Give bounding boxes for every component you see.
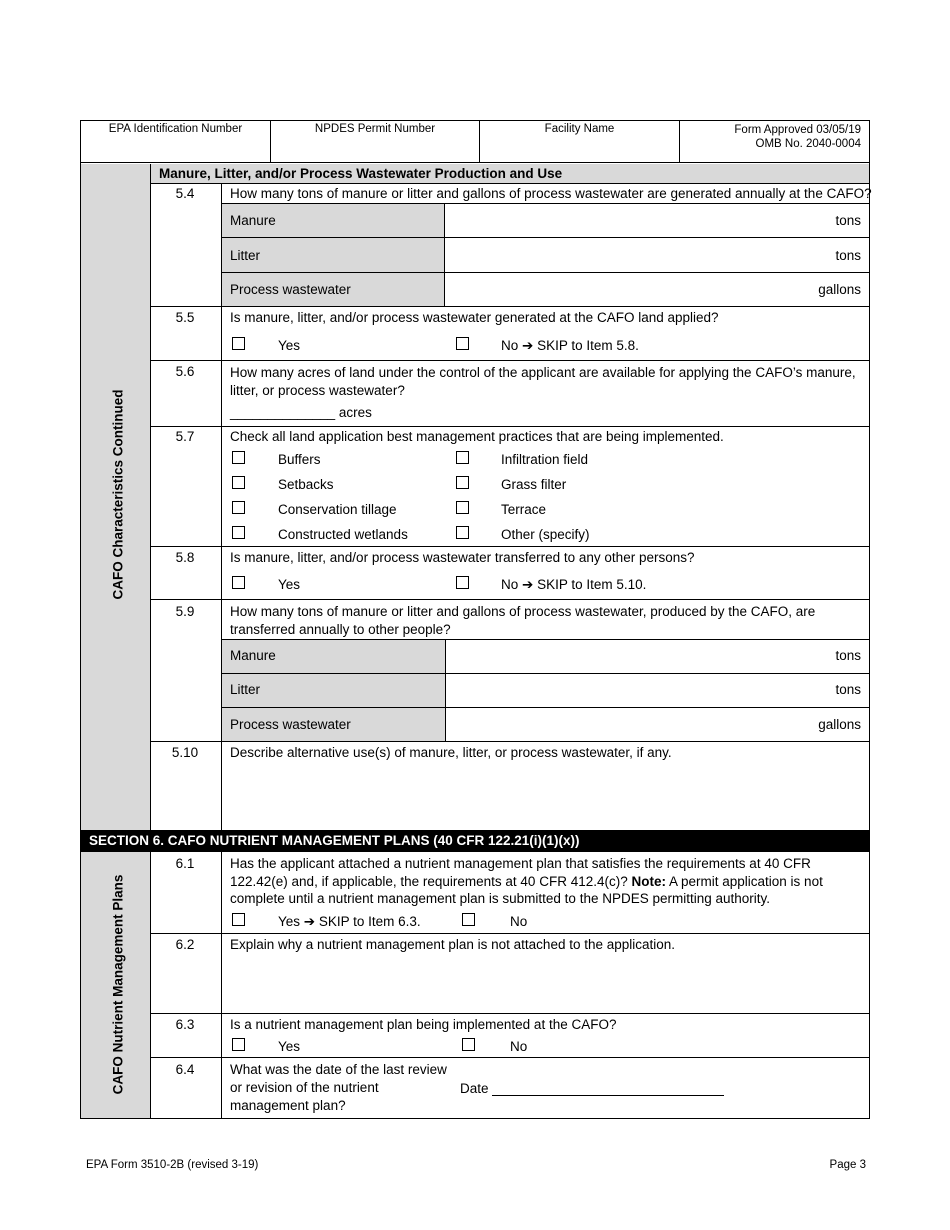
q58-number: 5.8 — [175, 550, 195, 565]
q59-litter-unit: tons — [835, 682, 861, 697]
bmp-grass-filter-label: Grass filter — [501, 477, 567, 492]
section6-title: SECTION 6. CAFO NUTRIENT MANAGEMENT PLANS (40 CFR 122.21(i)(1)(x)) — [89, 833, 580, 848]
bmp-tillage-label: Conservation tillage — [278, 502, 397, 517]
q64-date-input[interactable] — [492, 1082, 724, 1096]
q64-line1: What was the date of the last review — [230, 1062, 447, 1077]
q56-acres-input[interactable]: ______________ acres — [230, 405, 372, 420]
q59-text: How many tons of manure or litter and gallons of process wastewater, produced by the CAFO, are transferred annually to other people? — [230, 604, 816, 637]
bmp-buffers-label: Buffers — [278, 452, 321, 467]
q54-wastewater-input[interactable] — [445, 273, 869, 306]
npdes-permit-field[interactable]: NPDES Permit Number — [271, 121, 480, 162]
q62-answer-area[interactable] — [222, 957, 869, 1012]
bmp-setbacks-checkbox[interactable] — [232, 476, 245, 489]
q59-litter-label: Litter — [230, 682, 261, 697]
q54-manure-input[interactable] — [445, 204, 869, 237]
bmp-grass-filter-checkbox[interactable] — [456, 476, 469, 489]
q63-number: 6.3 — [175, 1017, 195, 1032]
q59-manure-unit: tons — [835, 648, 861, 663]
q56-number: 5.6 — [175, 364, 195, 379]
q55-no-checkbox[interactable] — [456, 337, 469, 350]
bmp-other-label: Other (specify) — [501, 527, 590, 542]
bmp-wetlands-checkbox[interactable] — [232, 526, 245, 539]
q59-wastewater-label: Process wastewater — [230, 717, 351, 732]
bmp-other-checkbox[interactable] — [456, 526, 469, 539]
q62-number: 6.2 — [175, 937, 195, 952]
q64-line3: management plan? — [230, 1098, 346, 1113]
q58-text: Is manure, litter, and/or process wastewater transferred to any other persons? — [230, 550, 695, 565]
q61-no-label: No — [510, 914, 528, 929]
footer-page-number: Page 3 — [829, 1159, 866, 1171]
bmp-terrace-label: Terrace — [501, 502, 547, 517]
q63-no-checkbox[interactable] — [462, 1038, 475, 1051]
q58-no-checkbox[interactable] — [456, 576, 469, 589]
bmp-tillage-checkbox[interactable] — [232, 501, 245, 514]
form-approved: Form Approved 03/05/19 OMB No. 2040-0004 — [734, 124, 861, 150]
bmp-terrace-checkbox[interactable] — [456, 501, 469, 514]
q61-text: Has the applicant attached a nutrient management plan that satisfies the requirements at 40 CFR 122.42(e) and, if applicable, the requirements at 40 CFR 412.4(c)? Note: A permit application is not complete until a nutrient management plan is submitted to the NPDES permitting authority. — [230, 856, 823, 906]
q54-litter-input[interactable] — [445, 238, 869, 272]
section6-side-label: CAFO Nutrient Management Plans — [110, 874, 126, 1095]
q55-yes-label: Yes — [278, 338, 301, 353]
q54-text: How many tons of manure or litter and gallons of process wastewater are generated annually at the CAFO? — [230, 186, 872, 201]
q64-number: 6.4 — [175, 1062, 195, 1077]
q63-yes-label: Yes — [278, 1039, 301, 1054]
q55-yes-checkbox[interactable] — [232, 337, 245, 350]
q59-manure-input[interactable] — [446, 640, 869, 673]
q58-yes-label: Yes — [278, 577, 301, 592]
bmp-infiltration-label: Infiltration field — [501, 452, 589, 467]
q63-no-label: No — [510, 1039, 528, 1054]
q58-no-label: No ➔ SKIP to Item 5.10. — [501, 577, 647, 592]
q59-manure-label: Manure — [230, 648, 276, 663]
facility-name-field[interactable]: Facility Name — [480, 121, 680, 162]
q57-number: 5.7 — [175, 429, 195, 444]
q54-manure-unit: tons — [835, 213, 861, 228]
q57-text: Check all land application best management practices that are being implemented. — [230, 429, 724, 444]
q510-text: Describe alternative use(s) of manure, litter, or process wastewater, if any. — [230, 745, 672, 760]
q58-yes-checkbox[interactable] — [232, 576, 245, 589]
q55-no-label: No ➔ SKIP to Item 5.8. — [501, 338, 639, 353]
section5-subheading: Manure, Litter, and/or Process Wastewater Production and Use — [159, 166, 563, 181]
q64-line2: or revision of the nutrient — [230, 1080, 379, 1095]
q510-answer-area[interactable] — [222, 765, 869, 829]
bmp-infiltration-checkbox[interactable] — [456, 451, 469, 464]
form-header — [80, 120, 870, 163]
q54-wastewater-label: Process wastewater — [230, 282, 351, 297]
q54-manure-label: Manure — [230, 213, 276, 228]
q510-number: 5.10 — [171, 745, 199, 760]
q64-date-label: Date — [460, 1081, 489, 1096]
epa-id-field[interactable]: EPA Identification Number — [81, 121, 271, 162]
bmp-buffers-checkbox[interactable] — [232, 451, 245, 464]
q54-wastewater-unit: gallons — [818, 282, 861, 297]
q61-no-checkbox[interactable] — [462, 913, 475, 926]
q59-wastewater-input[interactable] — [446, 708, 869, 741]
q59-litter-input[interactable] — [446, 674, 869, 707]
q63-text: Is a nutrient management plan being implemented at the CAFO? — [230, 1017, 617, 1032]
q54-number: 5.4 — [175, 186, 195, 201]
q62-text: Explain why a nutrient management plan is not attached to the application. — [230, 937, 676, 952]
q61-number: 6.1 — [175, 856, 195, 871]
q59-wastewater-unit: gallons — [818, 717, 861, 732]
q55-number: 5.5 — [175, 310, 195, 325]
bmp-wetlands-label: Constructed wetlands — [278, 527, 408, 542]
section5-side-label: CAFO Characteristics Continued — [110, 389, 126, 600]
footer-form-number: EPA Form 3510-2B (revised 3-19) — [86, 1159, 259, 1171]
q56-text: How many acres of land under the control of the applicant are available for applying the CAFO’s manure, litter, or process wastewater? — [230, 365, 856, 398]
q63-yes-checkbox[interactable] — [232, 1038, 245, 1051]
q54-litter-label: Litter — [230, 248, 261, 263]
q61-yes-label: Yes ➔ SKIP to Item 6.3. — [278, 914, 421, 929]
q54-litter-unit: tons — [835, 248, 861, 263]
q59-number: 5.9 — [175, 604, 195, 619]
q61-yes-checkbox[interactable] — [232, 913, 245, 926]
bmp-setbacks-label: Setbacks — [278, 477, 334, 492]
q55-text: Is manure, litter, and/or process wastewater generated at the CAFO land applied? — [230, 310, 719, 325]
